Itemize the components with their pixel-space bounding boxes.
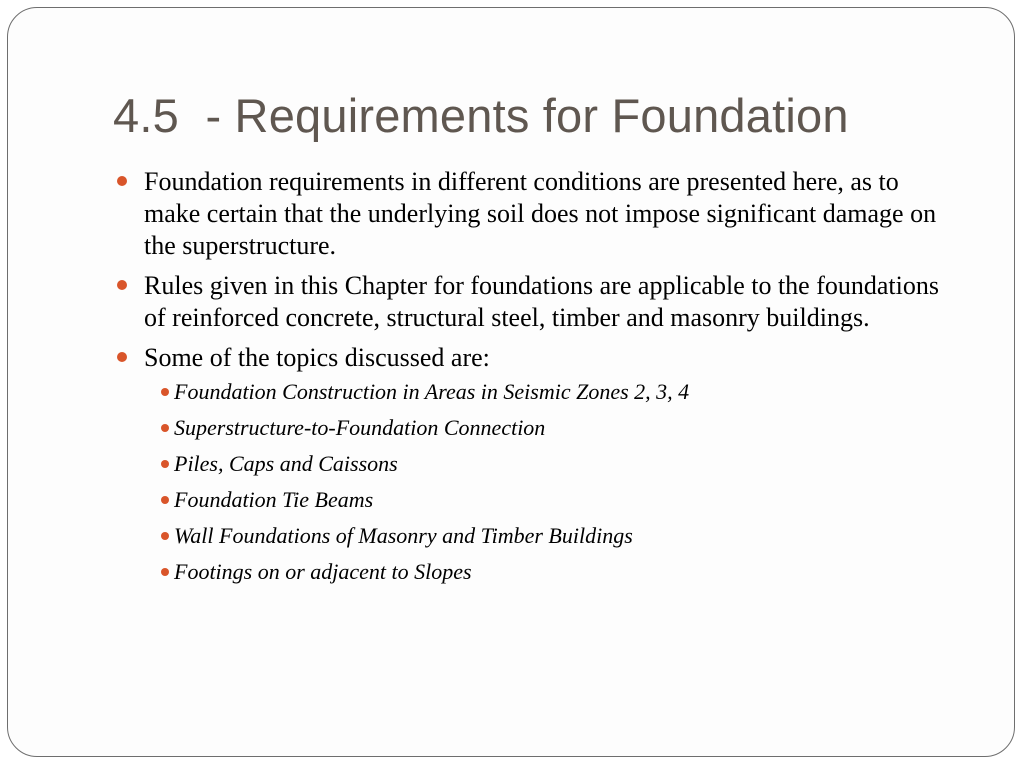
bullet-dot-icon	[161, 568, 169, 576]
bullet-dot-icon	[117, 280, 127, 290]
topic-list	[144, 378, 946, 586]
topic-text: Superstructure-to-Foundation Connection	[174, 415, 546, 440]
bullet-dot-icon	[161, 496, 169, 504]
topic-text: Piles, Caps and Caissons	[174, 451, 398, 476]
topic-text: Wall Foundations of Masonry and Timber Buildings	[174, 523, 633, 548]
bullet-item	[116, 342, 946, 586]
bullet-dot-icon	[161, 532, 169, 540]
bullet-dot-icon	[161, 460, 169, 468]
bullet-dot-icon	[117, 352, 127, 362]
topic-item	[144, 378, 946, 406]
topic-text: Foundation Construction in Areas in Seismic Zones 2, 3, 4	[174, 379, 690, 404]
slide-title: 4.5 - Requirements for Foundation	[113, 89, 849, 142]
topic-item	[144, 414, 946, 442]
bullet-dot-icon	[161, 424, 169, 432]
bullet-item	[116, 166, 946, 262]
bullet-text: Rules given in this Chapter for foundations are applicable to the foundations of reinforced concrete, structural steel, timber and masonry buildings.	[144, 271, 939, 332]
bullet-text: Foundation requirements in different conditions are presented here, as to make certain that the underlying soil does not impose significant damage on the superstructure.	[144, 167, 937, 260]
bullet-text: Some of the topics discussed are:	[144, 343, 490, 372]
bullet-list	[116, 166, 946, 586]
topic-text: Footings on or adjacent to Slopes	[174, 559, 472, 584]
bullet-dot-icon	[117, 176, 127, 186]
slide-content	[116, 166, 946, 594]
topic-item	[144, 486, 946, 514]
topic-item	[144, 450, 946, 478]
topic-item	[144, 522, 946, 550]
bullet-dot-icon	[161, 388, 169, 396]
topic-item	[144, 558, 946, 586]
bullet-item	[116, 270, 946, 334]
topic-text: Foundation Tie Beams	[174, 487, 374, 512]
